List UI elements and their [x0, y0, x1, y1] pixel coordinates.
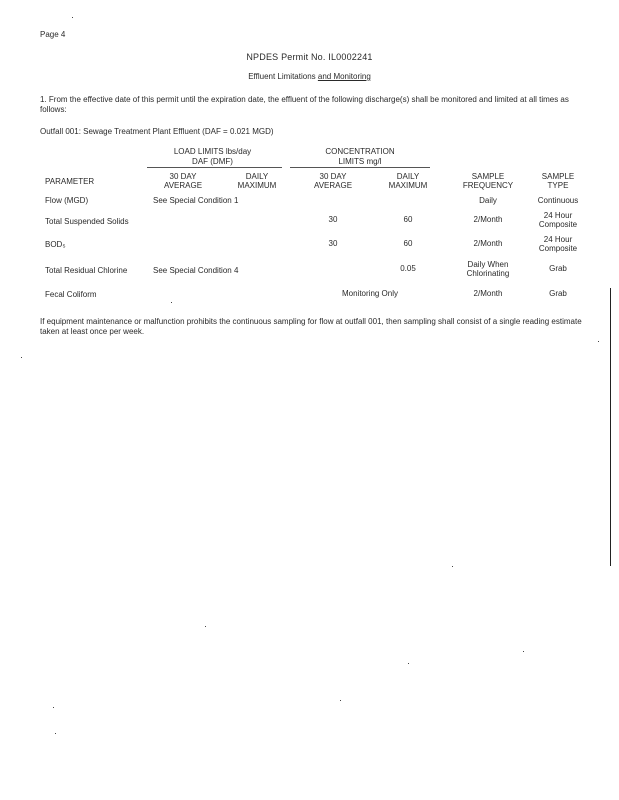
type-line1: 24 Hour	[543, 211, 573, 220]
outfall-title: Outfall 001: Sewage Treatment Plant Effluent (DAF = 0.021 MGD)	[40, 127, 274, 136]
row-tss-frequency: 2/Month	[473, 215, 503, 224]
col-label-line2: MAXIMUM	[237, 181, 277, 190]
subtitle-underlined: and Monitoring	[317, 72, 371, 81]
col-load-daily-maximum	[222, 172, 292, 190]
col-label-line2: AVERAGE	[163, 181, 203, 190]
col-label-line2: TYPE	[547, 181, 569, 190]
scan-edge-line	[610, 288, 611, 566]
row-chlorine-type: Grab	[549, 264, 567, 273]
intro-paragraph: 1. From the effective date of this permit until the expiration date, the effluent of the following discharge(s) shall be monitored and limited at all times as follows:	[40, 95, 569, 114]
load-limits-header	[150, 147, 275, 167]
type-line2: Composite	[538, 220, 578, 229]
type-line1: 24 Hour	[543, 235, 573, 244]
scan-speck	[53, 707, 54, 708]
row-fecal-conc-span: Monitoring Only	[341, 289, 399, 298]
page-number: Page 4	[40, 30, 66, 39]
scan-speck	[598, 341, 599, 342]
col-conc-30-day-average	[298, 172, 368, 190]
row-flow-frequency: Daily	[479, 196, 497, 205]
col-conc-daily-maximum	[373, 172, 443, 190]
row-fecal-frequency: 2/Month	[473, 289, 503, 298]
footnote: If equipment maintenance or malfunction prohibits the continuous sampling for flow at outfall 001, then sampling shall consist of a single reading estimate taken at least once per week.	[40, 317, 582, 336]
row-fecal-type: Grab	[549, 289, 567, 298]
row-bod5-conc-max: 60	[403, 239, 413, 248]
col-label-line2: MAXIMUM	[388, 181, 428, 190]
col-label-line1: SAMPLE	[541, 172, 575, 181]
section-subtitle	[0, 72, 619, 81]
load-limits-line2: DAF (DMF)	[192, 157, 233, 166]
scan-speck	[55, 733, 56, 734]
row-tss-conc-avg: 30	[328, 215, 338, 224]
row-chlorine-load-note: See Special Condition 4	[153, 266, 239, 275]
scan-speck	[523, 651, 524, 652]
scan-speck	[21, 357, 22, 358]
row-flow-parameter: Flow (MGD)	[45, 196, 89, 205]
row-chlorine-parameter: Total Residual Chlorine	[45, 266, 128, 275]
row-bod5-parameter: BOD₅	[45, 240, 66, 249]
col-sample-frequency	[448, 172, 528, 190]
frequency-line2: Chlorinating	[466, 269, 510, 278]
col-parameter: PARAMETER	[45, 177, 95, 186]
row-flow-type: Continuous	[537, 196, 579, 205]
col-label-line2: AVERAGE	[313, 181, 353, 190]
scan-speck	[340, 700, 341, 701]
col-label-line1: 30 DAY	[169, 172, 197, 181]
scan-speck	[452, 566, 453, 567]
row-tss-conc-max: 60	[403, 215, 413, 224]
row-chlorine-frequency	[448, 260, 528, 278]
row-fecal-parameter: Fecal Coliform	[45, 290, 97, 299]
subtitle-prefix: Effluent Limitations	[248, 72, 318, 81]
concentration-limits-header	[295, 147, 425, 167]
row-flow-load-note: See Special Condition 1	[153, 196, 239, 205]
col-label-line2: FREQUENCY	[462, 181, 514, 190]
scan-speck	[408, 663, 409, 664]
frequency-line1: Daily When	[467, 260, 509, 269]
col-label-line1: 30 DAY	[319, 172, 347, 181]
col-sample-type	[523, 172, 593, 190]
row-bod5-frequency: 2/Month	[473, 239, 503, 248]
row-tss-type	[523, 211, 593, 229]
col-label-line1: SAMPLE	[471, 172, 505, 181]
col-label-line1: DAILY	[396, 172, 420, 181]
col-load-30-day-average	[148, 172, 218, 190]
type-line2: Composite	[538, 244, 578, 253]
load-limits-line1: LOAD LIMITS lbs/day	[173, 147, 252, 156]
row-bod5-type	[523, 235, 593, 253]
row-tss-parameter: Total Suspended Solids	[45, 217, 129, 226]
concentration-line1: CONCENTRATION	[325, 147, 395, 156]
row-chlorine-conc-max: 0.05	[400, 264, 416, 273]
scan-speck	[171, 302, 172, 303]
permit-title: NPDES Permit No. IL0002241	[246, 52, 373, 62]
scan-speck	[72, 17, 73, 18]
load-limits-rule	[147, 167, 282, 168]
scan-speck	[205, 626, 206, 627]
col-label-line1: DAILY	[245, 172, 269, 181]
row-bod5-conc-avg: 30	[328, 239, 338, 248]
concentration-line2: LIMITS mg/l	[338, 157, 382, 166]
concentration-limits-rule	[290, 167, 430, 168]
